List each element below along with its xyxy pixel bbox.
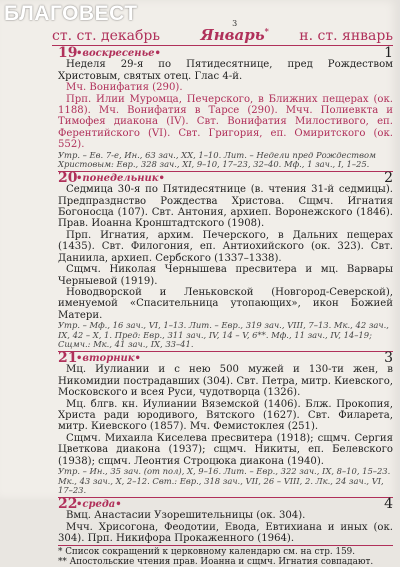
day-text: Мц. блгв. кн. Иулиании Вяземской (1406). Блж. Прокопия, Христа ради юродивого, Вятского (1627). Свт. Филарета, митр. Киевского (1857). Мч. Фемистоклея (251). [58,398,393,433]
day-text: Вмц. Анастасии Узорешительницы (ок. 304). [66,510,306,522]
day-text: Мчч. Хрисогона, Феодотии, Евода, Евтихиана и иных (ок. 304). Прп. Никифора Прокаженного (1964). [58,521,393,544]
day-header-20 [58,169,393,186]
day-number: 19 [58,45,78,61]
page-number: 3 [232,19,238,28]
weekday: •понедельник• [76,172,165,184]
weekday: •вторник• [76,352,141,364]
calendar-body [58,45,393,567]
day-number: 22 [58,495,78,512]
day-header-22 [58,495,393,512]
footnote: ** Апостольские чтения прав. Иоанна и сщмч. Игнатия совпадают. [58,557,374,567]
month-title [200,26,268,44]
footnote-separator [58,545,393,546]
old-style-day: 2 [384,169,393,186]
old-style-day: 1 [384,45,393,61]
day-number: 21 [58,349,78,366]
footnote: * Список сокращений к церковному календарю см. на стр. 159. [58,547,356,558]
day-text: Мц. Иулиании и с нею 500 мужей и 130-ти жен, в Никомидии пострадавших (304). Свт. Петра, митр. Киевского, Московского и всея Руси, чудотворца (1326). [58,364,393,399]
month-title-text: Январь [200,26,265,44]
new-style-month: н. ст. январь [299,28,393,44]
day-text: Неделя 29-я по Пятидесятнице, пред Рождеством Христовым, святых отец. Глас 4-й. [58,59,393,82]
day-header-21 [58,349,393,366]
day-text: Сщмч. Михаила Киселева пресвитера (1918); сщмч. Сергия Цветкова диакона (1937); сщмч. Никиты, еп. Белевского (1938); сщмч. Леонтия Строцюка диакона (1940). [58,432,393,467]
day-separator [58,497,393,498]
day-text: Прп. Игнатия, архим. Печерского, в Дальних пещерах (1435). Свт. Филогония, еп. Антиохийского (ок. 323). Свт. Даниила, архиеп. Сербского (1337–1338). [58,229,393,264]
header-rule [52,45,393,46]
day-separator [58,171,393,172]
readings: Утр. – Мф., 16 зач., VI, 1–13. Лит. – Евр., 319 зач., VIII, 7–13. Мк., 42 зач., IX, 42 – X, 1. Пред: Евр., 311 зач., IV, 14 – V, 6**. Мф., 11 зач., IV, 14–19; Сщмч.: Мк., 41 зач., IX, 33–41. [58,320,389,350]
old-style-day: 3 [384,349,393,366]
weekday: •среда• [76,498,122,510]
day-separator [58,351,393,352]
day-header-19 [58,45,393,61]
day-number: 20 [58,169,78,186]
day-text: Мч. Вонифатия (290). [66,82,183,94]
day-text: Прп. Илии Муромца, Печерского, в Ближних пещерах (ок. 1188). Мч. Вонифатия в Тарсе (290). Мчч. Полиевкта и Тимофея диакона (IV). Свт. Вонифатия Милостивого, еп. Ферентийского (VI). Свт. Григория, еп. Омиритского (ок. 552). [58,93,393,151]
header-center [200,20,268,44]
readings: Утр. – Ин., 35 зач. (от пол), X, 9–16. Лит. – Евр., 322 зач., IX, 8–10, 15–23. Мк., 43 зач., X, 2–12. Свт.: Евр., 318 зач., VII, 26 – VIII, 2. Лк., 24 зач., VI, 17–23. [58,465,391,496]
readings: Утр. – Ев. 7-е, Ин., 63 зач., XX, 1–10. Лит. – Недели пред Рождеством Христовым: Евр., 328 зач., XI, 9–10, 17–23, 32–40. Мф., 1 зач., I, 1–25. [58,149,376,170]
old-style-day: 4 [384,495,393,512]
month-footnote-mark: * [264,26,269,36]
day-text: Сщмч. Николая Чернышева пресвитера и мц. Варвары Черныевой (1919). [58,264,393,287]
page-header [52,19,393,44]
weekday: •воскресенье• [76,48,161,59]
day-text: Седмица 30-я по Пятидесятнице (в. чтения 31-й седмицы). Предпразднство Рождества Христова. Сщмч. Игнатия Богоносца (107). Свт. Антония, архиеп. Воронежского (1846). Прав. Иоанна Кронштадтского (1908). [58,184,393,230]
watermark-logo: БЛАГОВЕСТ [4,2,138,25]
day-text: Новодворской и Леньковской (Новгород-Северской), именуемой «Спасительница утопающих», икон Божией Матери. [58,286,393,321]
old-style-month: ст. ст. декабрь [52,28,160,44]
